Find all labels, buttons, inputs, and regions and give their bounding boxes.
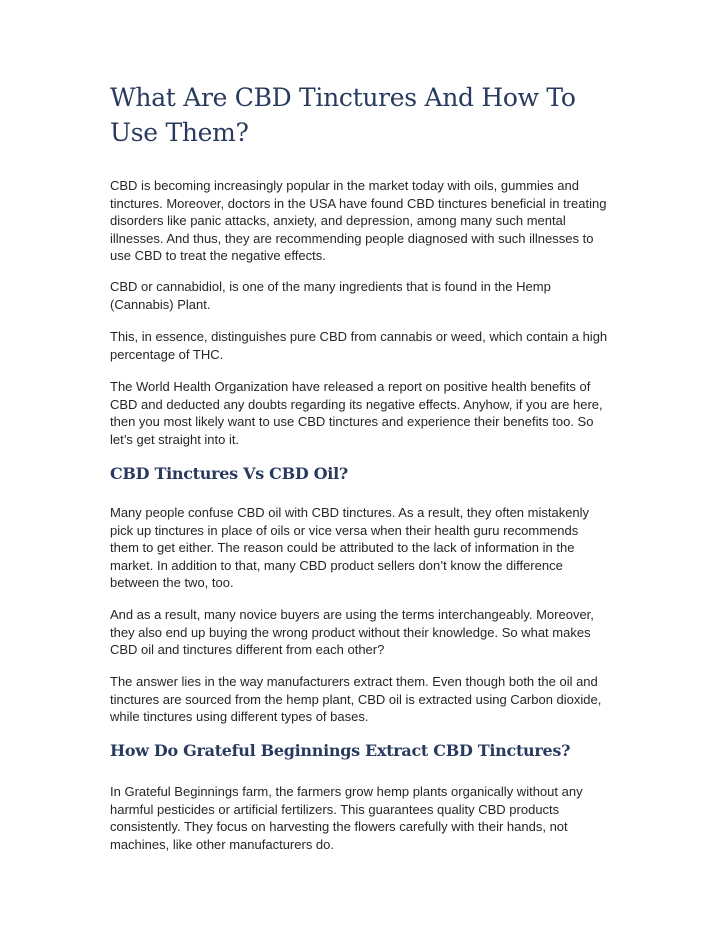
article-title: What Are CBD Tinctures And How To Use Them? [110,83,576,147]
intro-paragraph-2: CBD or cannabidiol, is one of the many ingredients that is found in the Hemp (Cannabis) Plant. [110,279,551,312]
section1-paragraph-2: And as a result, many novice buyers are using the terms interchangeably. Moreover, they also end up buying the wrong product without their knowledge. So what makes CBD oil and tinctures different from each other? [110,607,594,658]
section-heading-tinctures-vs-oil: CBD Tinctures Vs CBD Oil? [110,464,348,483]
intro-paragraph-1: CBD is becoming increasingly popular in the market today with oils, gummies and tinctures. Moreover, doctors in the USA have found CBD tinctures beneficial in treating disorders like panic attacks, anxiety, and depression, among many such mental illnesses. And thus, they are recommending people diagnosed with such illnesses to use CBD to treat the negative effects. [110,178,607,264]
section1-paragraph-1: Many people confuse CBD oil with CBD tinctures. As a result, they often mistakenly pick up tinctures in place of oils or vice versa when their health guru recommends them to get either. The reason could be attributed to the lack of information in the market. In addition to that, many CBD product sellers don’t know the difference between the two, too. [110,505,590,591]
intro-paragraph-3: This, in essence, distinguishes pure CBD from cannabis or weed, which contain a high percentage of THC. [110,329,608,362]
section1-paragraph-3: The answer lies in the way manufacturers extract them. Even though both the oil and tinctures are sourced from the hemp plant, CBD oil is extracted using Carbon dioxide, while tinctures using different types of bases. [110,674,602,725]
section-heading-extraction: How Do Grateful Beginnings Extract CBD Tinctures? [110,741,571,760]
intro-paragraph-4: The World Health Organization have released a report on positive health benefits of CBD and deducted any doubts regarding its negative effects. Anyhow, if you are here, then you most likely want to use CBD tinctures and experience their benefits too. So let’s get straight into it. [110,379,603,447]
section2-paragraph-1: In Grateful Beginnings farm, the farmers grow hemp plants organically without any harmful pesticides or artificial fertilizers. This guarantees quality CBD products consistently. They focus on harvesting the flowers carefully with their hands, not machines, like other manufacturers do. [110,784,583,852]
